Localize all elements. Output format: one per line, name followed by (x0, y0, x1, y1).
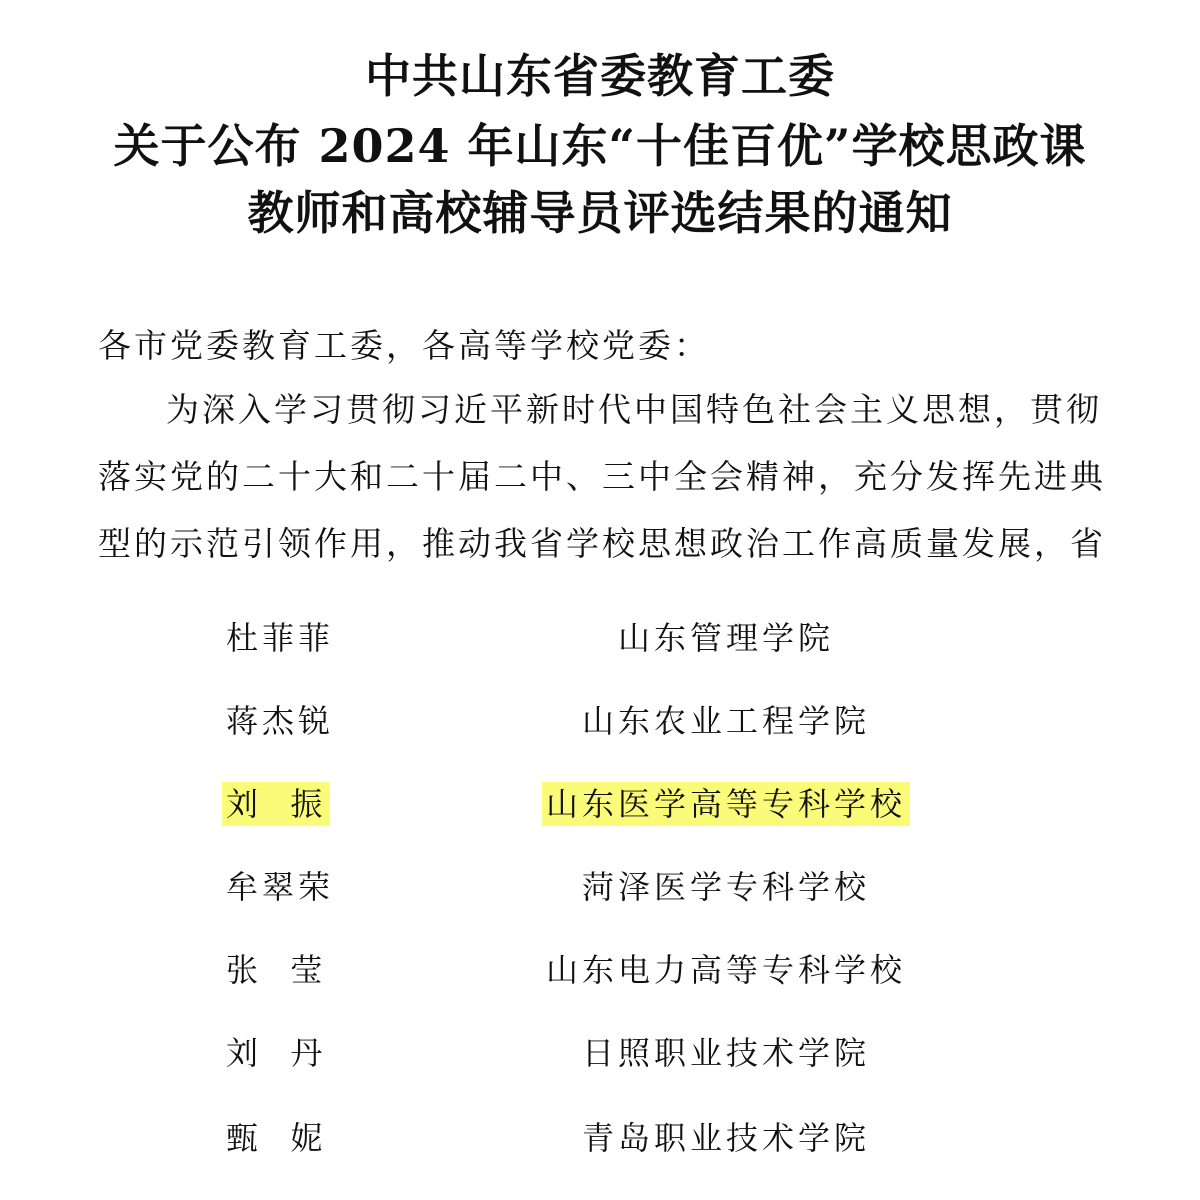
list-item (0, 1031, 1200, 1081)
awardee-school: 山东农业工程学院 (581, 702, 871, 740)
awardee-school: 山东管理学院 (617, 619, 835, 657)
awardee-name: 张 莹 (226, 951, 327, 989)
document-title-line-3: 教师和高校辅导员评选结果的通知 (247, 186, 953, 240)
awardee-name: 蒋杰锐 (226, 702, 335, 740)
list-item (0, 865, 1200, 915)
awardee-name: 甄 妮 (226, 1119, 327, 1157)
awardee-name: 刘 振 (222, 782, 330, 826)
document-title-line-1: 中共山东省委教育工委 (365, 49, 835, 103)
awardee-school: 青岛职业技术学院 (581, 1119, 871, 1157)
awardee-school: 菏泽医学专科学校 (581, 868, 871, 906)
paragraph-line-1: 为深入学习贯彻习近平新时代中国特色社会主义思想，贯彻 (166, 390, 1102, 429)
list-item (0, 1116, 1200, 1166)
awardee-school: 日照职业技术学院 (581, 1034, 871, 1072)
salutation: 各市党委教育工委，各高等学校党委： (98, 326, 710, 365)
paragraph-line-2: 落实党的二十大和二十届二中、三中全会精神，充分发挥先进典 (98, 457, 1106, 496)
awardee-name: 杜菲菲 (226, 619, 335, 657)
awardee-school: 山东电力高等专科学校 (545, 951, 907, 989)
awardee-school: 山东医学高等专科学校 (542, 782, 910, 826)
paragraph-line-3: 型的示范引领作用，推动我省学校思想政治工作高质量发展，省 (98, 524, 1106, 563)
list-item-highlighted (0, 782, 1200, 832)
list-item (0, 948, 1200, 998)
awardee-name: 刘 丹 (226, 1034, 327, 1072)
awardee-name: 牟翠荣 (226, 868, 335, 906)
document-title-line-2: 关于公布 2024 年山东“十佳百优”学校思政课 (113, 119, 1087, 173)
list-item (0, 699, 1200, 749)
list-item (0, 616, 1200, 666)
